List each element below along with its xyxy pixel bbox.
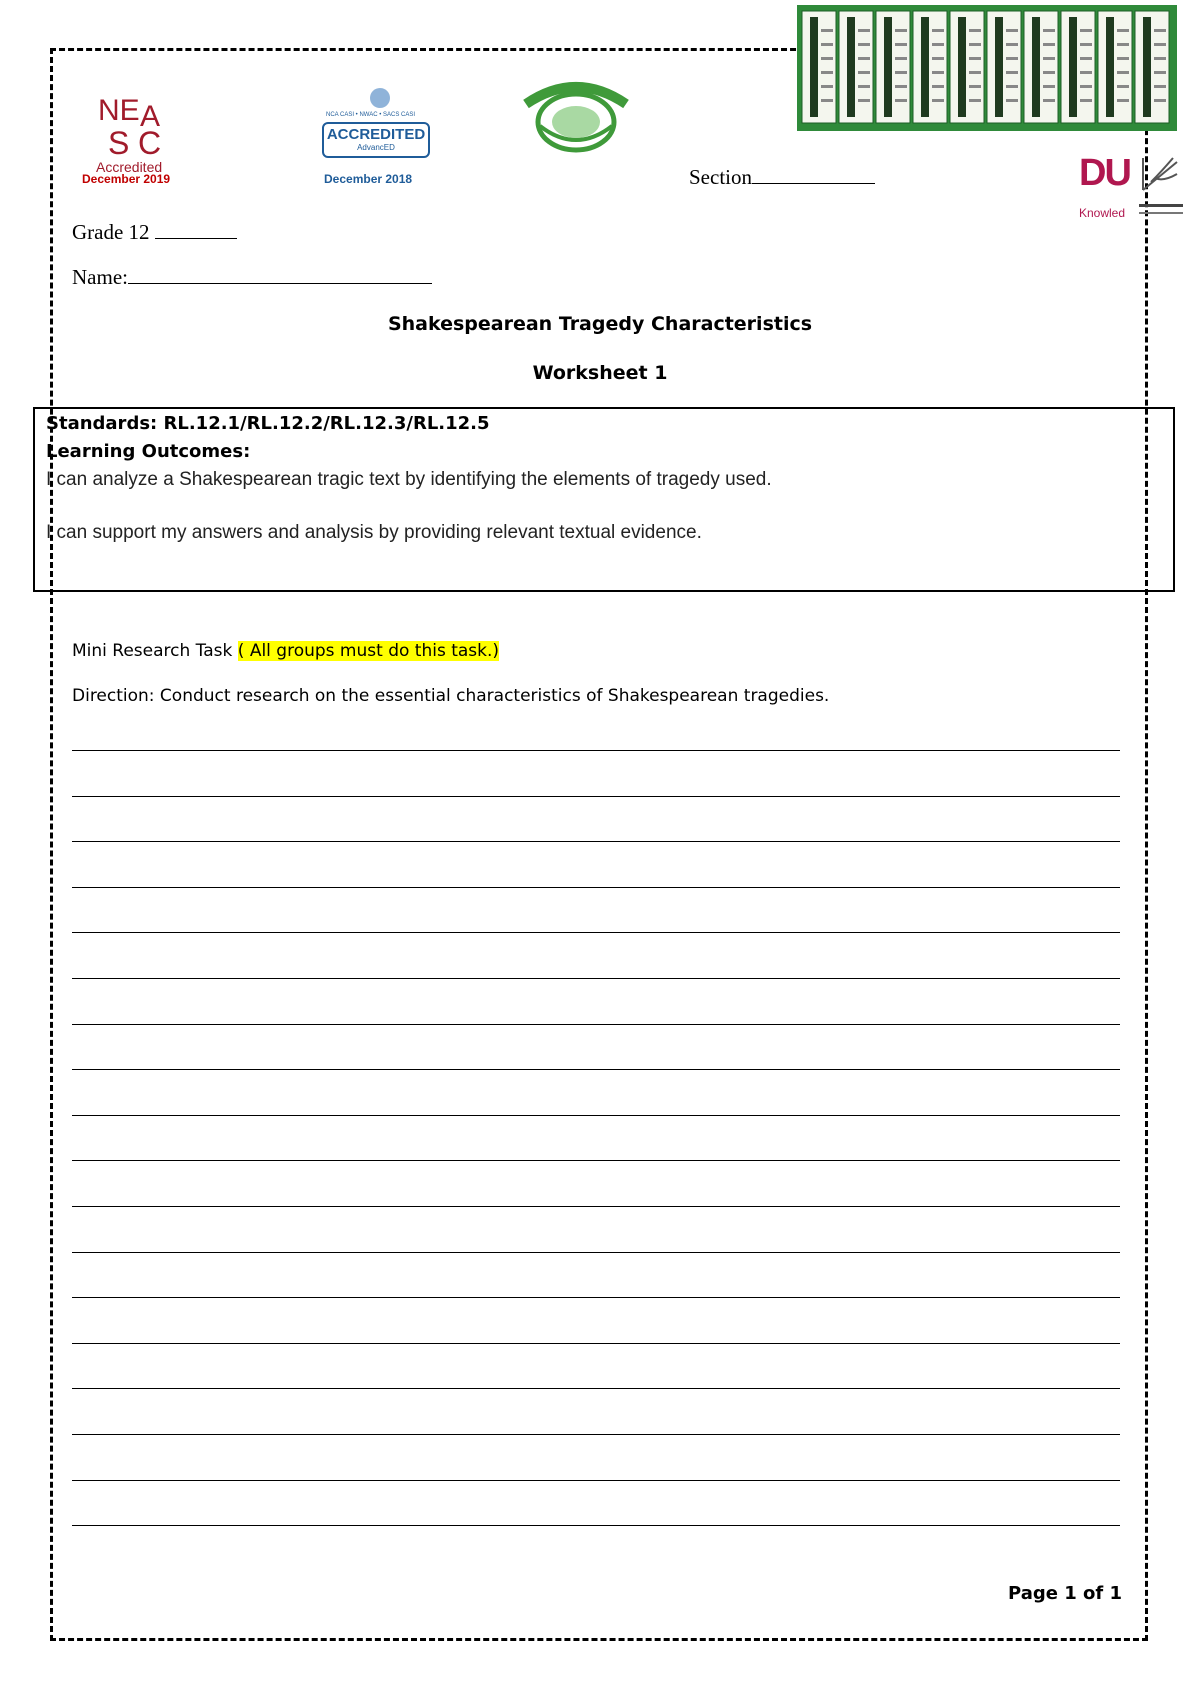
learning-outcome-1: I can analyze a Shakespearean tragic text by identifying the elements of tragedy used. [46, 469, 772, 490]
banner-text-line [969, 57, 981, 60]
banner-text-line [969, 71, 981, 74]
banner-text-line [932, 57, 944, 60]
answer-line[interactable] [72, 1388, 1120, 1389]
answer-line[interactable] [72, 1480, 1120, 1481]
task-direction: Direction: Conduct research on the essential characteristics of Shakespearean tragedies. [72, 686, 830, 706]
task-title: Mini Research Task [72, 641, 233, 661]
banner-text-line [821, 99, 833, 102]
grade-label: Grade 12 [72, 220, 150, 244]
neasc-ne: NE [98, 94, 140, 127]
answer-line[interactable] [72, 1434, 1120, 1435]
banner-letter-mark [847, 17, 855, 117]
banner-text-line [1080, 71, 1092, 74]
banner-text-line [932, 43, 944, 46]
banner-card [950, 11, 984, 123]
worksheet-title: Shakespearean Tragedy Characteristics [387, 313, 813, 335]
banner-text-line [1080, 99, 1092, 102]
instructional-banner-image [797, 5, 1177, 131]
banner-card [1135, 11, 1169, 123]
banner-card [839, 11, 873, 123]
banner-text-line [1043, 29, 1055, 32]
banner-text-line [1154, 43, 1166, 46]
task-heading [72, 641, 499, 661]
banner-text-line [858, 85, 870, 88]
du-logo-text: DU [1079, 152, 1130, 194]
banner-text-line [1080, 85, 1092, 88]
answer-line[interactable] [72, 1024, 1120, 1025]
banner-text-line [1080, 57, 1092, 60]
banner-text-line [858, 43, 870, 46]
banner-text-line [858, 99, 870, 102]
answer-line[interactable] [72, 1297, 1120, 1298]
banner-letter-mark [995, 17, 1003, 117]
answer-line[interactable] [72, 887, 1120, 888]
advanced-accredited-logo [318, 88, 438, 188]
tree-emblem-icon [1137, 152, 1185, 222]
banner-text-line [1154, 29, 1166, 32]
neasc-logo [82, 88, 262, 188]
banner-text-line [1154, 99, 1166, 102]
banner-text-line [1043, 85, 1055, 88]
banner-text-line [1043, 57, 1055, 60]
banner-letter-mark [1143, 17, 1151, 117]
answer-line[interactable] [72, 1160, 1120, 1161]
answer-line[interactable] [72, 796, 1120, 797]
banner-text-line [969, 43, 981, 46]
banner-text-line [969, 85, 981, 88]
banner-text-line [1043, 99, 1055, 102]
section-field[interactable] [689, 165, 875, 190]
standards-line: Standards: RL.12.1/RL.12.2/RL.12.3/RL.12.5 [46, 413, 490, 434]
banner-card [913, 11, 947, 123]
globe-icon [370, 88, 390, 108]
banner-text-line [1117, 43, 1129, 46]
advanced-top-text: NCA CASI • NWAC • SACS CASI [326, 112, 415, 118]
banner-letter-mark [1032, 17, 1040, 117]
banner-text-line [1154, 57, 1166, 60]
banner-card [1098, 11, 1132, 123]
banner-text-line [821, 57, 833, 60]
advanced-main [322, 122, 430, 158]
banner-text-line [1117, 71, 1129, 74]
name-label: Name: [72, 265, 128, 289]
page-number: Page 1 of 1 [1008, 1583, 1122, 1604]
banner-text-line [1006, 71, 1018, 74]
banner-text-line [1117, 85, 1129, 88]
neasc-accredited-text: Accredited [96, 159, 163, 175]
banner-text-line [858, 29, 870, 32]
banner-card [987, 11, 1021, 123]
grade-field[interactable] [72, 220, 237, 245]
banner-text-line [821, 29, 833, 32]
banner-text-line [969, 99, 981, 102]
banner-card [1061, 11, 1095, 123]
answer-line[interactable] [72, 1525, 1120, 1526]
banner-text-line [1117, 99, 1129, 102]
du-logo [1075, 152, 1185, 226]
advanced-date: December 2018 [324, 172, 413, 186]
banner-card [802, 11, 836, 123]
banner-text-line [1006, 57, 1018, 60]
name-field[interactable] [72, 265, 432, 290]
banner-text-line [895, 29, 907, 32]
banner-text-line [895, 99, 907, 102]
banner-letter-mark [921, 17, 929, 117]
section-label: Section [689, 165, 752, 189]
banner-text-line [969, 29, 981, 32]
banner-text-line [932, 85, 944, 88]
banner-text-line [895, 57, 907, 60]
banner-text-line [932, 71, 944, 74]
answer-line[interactable] [72, 978, 1120, 979]
name-blank[interactable] [128, 283, 432, 284]
answer-line[interactable] [72, 841, 1120, 842]
banner-text-line [895, 85, 907, 88]
banner-letter-mark [884, 17, 892, 117]
banner-letter-mark [1106, 17, 1114, 117]
banner-letter-mark [958, 17, 966, 117]
banner-text-line [1006, 29, 1018, 32]
banner-text-line [1006, 85, 1018, 88]
banner-text-line [1080, 29, 1092, 32]
answer-line[interactable] [72, 1206, 1120, 1207]
banner-text-line [858, 57, 870, 60]
banner-text-line [821, 71, 833, 74]
neasc-sc: S [108, 125, 130, 160]
advanced-sub-text: AdvancED [357, 143, 395, 152]
banner-text-line [821, 85, 833, 88]
worksheet-subtitle: Worksheet 1 [532, 362, 668, 384]
standards-box [33, 407, 1175, 592]
du-logo-sub: Knowled [1079, 206, 1126, 220]
banner-letter-mark [810, 17, 818, 117]
banner-text-line [932, 99, 944, 102]
answer-line[interactable] [72, 1252, 1120, 1253]
learning-outcomes-label: Learning Outcomes: [46, 441, 251, 462]
banner-text-line [1154, 85, 1166, 88]
banner-text-line [1043, 71, 1055, 74]
answer-line[interactable] [72, 1343, 1120, 1344]
banner-text-line [858, 71, 870, 74]
banner-card [876, 11, 910, 123]
answer-line[interactable] [72, 750, 1120, 751]
grade-blank[interactable] [155, 238, 237, 239]
banner-text-line [1006, 99, 1018, 102]
ministry-seal-logo [518, 74, 634, 156]
banner-text-line [1117, 57, 1129, 60]
banner-text-line [1117, 29, 1129, 32]
learning-outcome-2: I can support my answers and analysis by providing relevant textual evidence. [46, 522, 702, 543]
banner-text-line [1043, 43, 1055, 46]
svg-text:A: A [140, 100, 161, 133]
answer-line[interactable] [72, 1115, 1120, 1116]
answer-line[interactable] [72, 932, 1120, 933]
section-blank[interactable] [752, 183, 875, 184]
banner-card [1024, 11, 1058, 123]
task-note-highlight: ( All groups must do this task.) [237, 641, 500, 661]
banner-text-line [821, 43, 833, 46]
answer-line[interactable] [72, 1069, 1120, 1070]
banner-text-line [932, 29, 944, 32]
banner-text-line [895, 71, 907, 74]
neasc-date: December 2019 [82, 172, 171, 186]
banner-text-line [1154, 71, 1166, 74]
banner-text-line [1080, 43, 1092, 46]
advanced-accredited-text: ACCREDITED [326, 126, 426, 143]
banner-text-line [895, 43, 907, 46]
banner-letter-mark [1069, 17, 1077, 117]
banner-text-line [1006, 43, 1018, 46]
svg-text:C: C [138, 125, 162, 160]
